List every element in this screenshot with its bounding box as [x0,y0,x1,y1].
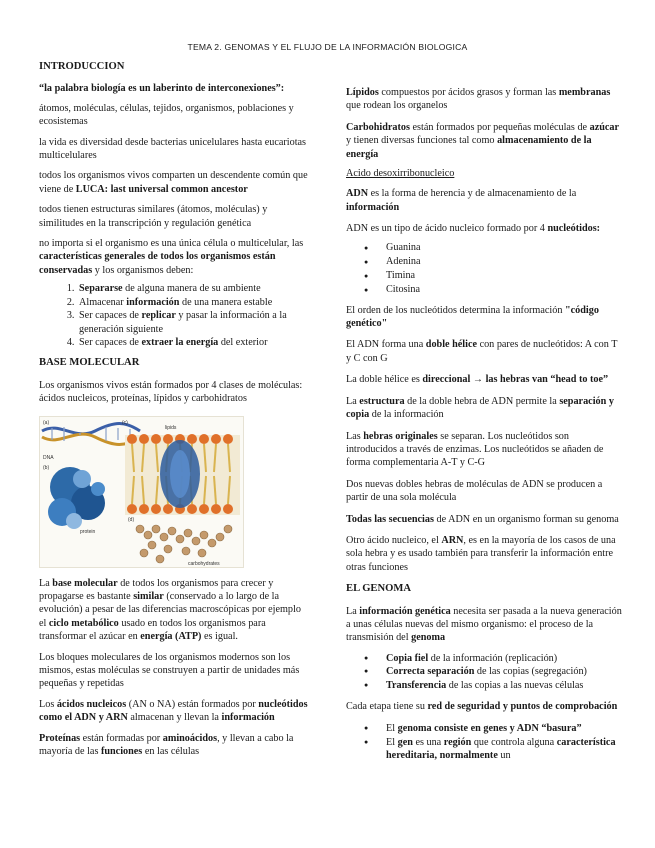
paragraph: Otro ácido nucleico, el ARN, es en la mayoría de los casos de una sola hebra y es usado también para transferir la información entre otras funciones [346,534,616,573]
paragraph: La base molecular de todos los organismos para crecer y propagarse es bastante similar (conservado a lo largo de la evolución) a pesar de las diferencias macroscópicas por ejemplo el ciclo metabólico usado en todos los organismos para transformar el azúcar en energía (ATP) es igual. [39,577,301,643]
figure-label-protein: protein [80,528,96,535]
paragraph: todos los organismos vivos comparten un descendente común que viene de LUCA: last universal common ancestor [39,170,308,195]
list-item: 3. Ser capaces de replicar y pasar la información a la generación siguiente [77,309,309,336]
lipid-membrane-graphic [125,434,240,515]
list-item: ● Copia fiel de la información (replicación) [386,652,622,665]
list-item: 4. Ser capaces de extraer la energía del exterior [77,336,309,349]
intro-quote: “la palabra biología es un laberinto de interconexiones”: [39,83,285,95]
figure-label-d: (d) [128,516,135,523]
figure-label-a: (a) [43,419,50,426]
genome-process-list [346,652,622,692]
paragraph: El orden de los nucleótidos determina la información "código genético" [346,304,599,330]
paragraph: El ADN forma una doble hélice con pares de nucleótidos: A con T y C con G [346,339,618,364]
biomolecules-illustration [40,417,243,567]
paragraph: Todas las secuencias de ADN en un organismo forman su genoma [346,513,619,525]
base-molecular-heading: BASE MOLECULAR [39,357,140,369]
list-item: ● El gen es una región que controla alguna característica hereditaria, normalmente un [386,736,622,763]
paragraph: Proteínas están formadas por aminoácidos, y llevan a cabo la mayoría de las funciones en las células [39,732,294,757]
nucleotide-list [346,241,622,297]
paragraph: átomos, moléculas, células, tejidos, organismos, poblaciones y ecosistemas [39,102,294,128]
paragraph: Los ácidos nucleicos (AN o NA) están formados por nucleótidos como el ADN y ARN almacenan y llevan la información [39,698,308,724]
paragraph: Lípidos compuestos por ácidos grasos y forman las membranas que rodean los organelos [346,87,611,112]
right-column [346,86,622,763]
list-item: ● Correcta separación de las copias (segregación) [386,665,622,678]
paragraph: Las hebras originales se separan. Los nucleótidos son introducidos a través de enzimas. Los nucleótidos se añaden de forma complementaria A-T y C-G [346,430,604,469]
paragraph: Dos nuevas dobles hebras de moléculas de ADN se producen a partir de una sola molécula [346,478,603,504]
list-item: ● Adenina [386,255,622,269]
protein-graphic [48,467,105,529]
paragraph: Los organismos vivos están formados por 4 clases de moléculas: ácidos nucleicos, proteínas, lípidos y carbohidratos [39,379,303,405]
carbohydrates-graphic [136,525,232,563]
requirements-list [39,282,309,349]
paragraph: La estructura de la doble hebra de ADN permite la separación y copia de la información [346,395,614,421]
figure-label-b: (b) [43,464,50,471]
figure-label-carbohydrates: carbohydrates [188,560,220,567]
paragraph: ADN es un tipo de ácido nucleico formado por 4 nucleótidos: [346,223,601,235]
figure-label-c: (c) [122,419,128,426]
intro-heading: INTRODUCCION [39,61,125,72]
page-title: TEMA 2. GENOMAS Y EL FLUJO DE LA INFORMACIÓN BIOLOGICA [187,42,468,52]
list-item: ● Transferencia de las copias a las nuevas células [386,679,622,692]
left-column [39,60,309,758]
paragraph: Cada etapa tiene su red de seguridad y puntos de comprobación [346,701,618,712]
paragraph: Carbohidratos están formados por pequeñas moléculas de azúcar y tienen diversas funciones tal como almacenamiento de la energía [346,121,620,160]
list-item: ● Timina [386,269,622,283]
figure-label-lipids: lipids [165,424,177,431]
paragraph: Los bloques moleculares de los organismos modernos son los mismos, estas moléculas se construyen a partir de unidades más pequeñas y repetidas [39,651,300,690]
paragraph: la vida es diversidad desde bacterias unicelulares hasta eucariotas multicelulares [39,136,307,162]
list-item: ● Guanina [386,241,622,255]
paragraph: La doble hélice es direccional → las hebras van “head to toe” [346,374,609,386]
list-item: 2. Almacenar información de una manera estable [77,296,309,309]
paragraph: no importa si el organismo es una única célula o multicelular, las características generales de todos los organismos están conservadas y los organismos deben: [39,238,304,276]
list-item: ● El genoma consiste en genes y ADN “basura” [386,722,622,735]
subheading-underlined: Acido desoxirribonucleico [346,168,455,180]
biomolecules-figure [39,416,244,568]
list-item: ● Citosina [386,283,622,297]
list-item: 1. Separarse de alguna manera de su ambiente [77,282,309,295]
genome-definition-list [346,722,622,762]
paragraph: La información genética necesita ser pasada a la nueva generación a unas células nuevas del mismo organismo: el proceso de la transmisión del genoma [346,605,622,644]
genoma-heading: EL GENOMA [346,583,412,595]
paragraph: ADN es la forma de herencia y de almacenamiento de la información [346,188,577,213]
paragraph: todos tienen estructuras similares (átomos, moléculas) y similitudes en la transcripción y regulación genética [39,204,268,229]
figure-label-dna: DNA [43,454,54,461]
